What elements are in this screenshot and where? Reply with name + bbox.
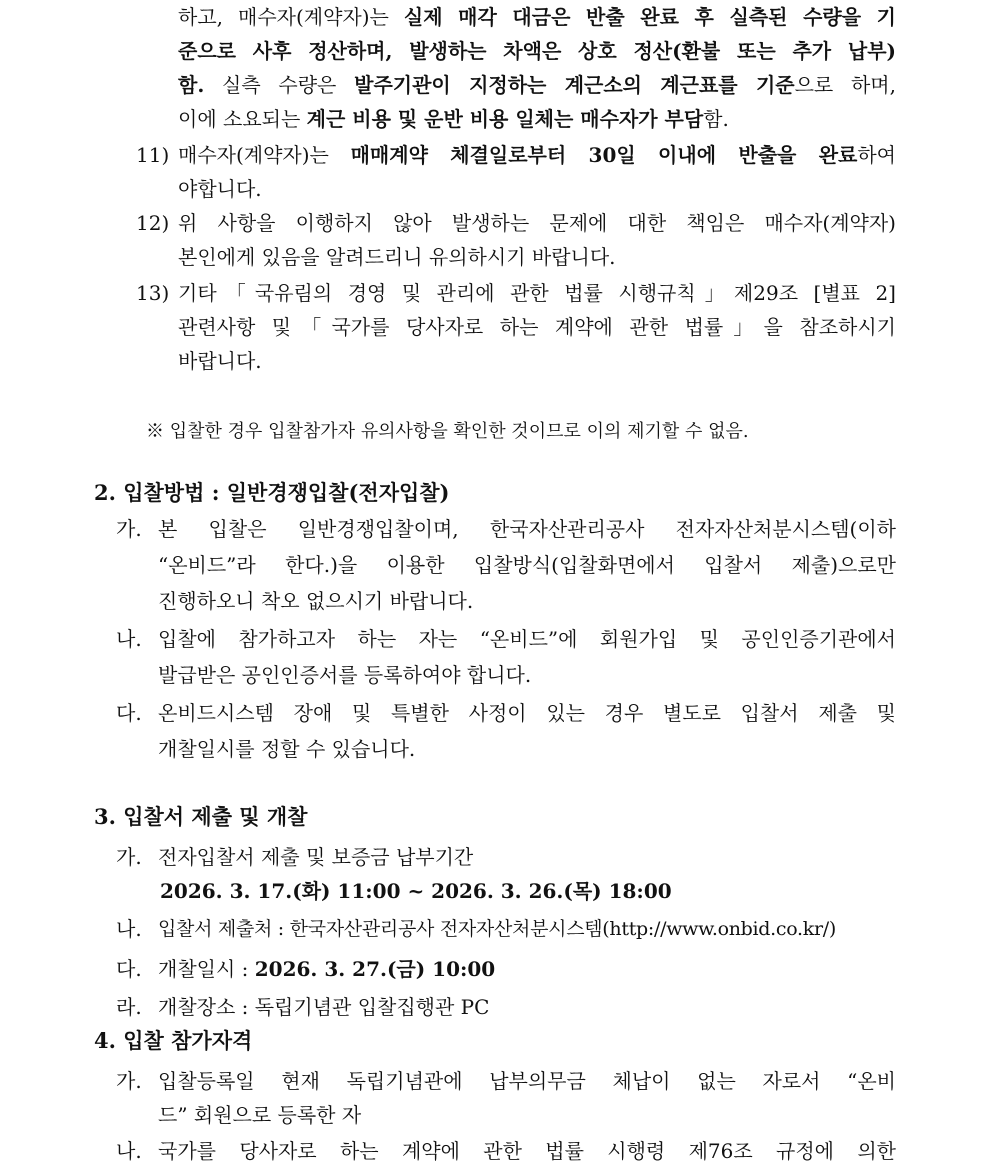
item13-line1: 기타「국유림의 경영 및 관리에 관한 법률 시행규칙」제29조 [별표 2]: [178, 281, 896, 305]
section4-ga-label: 가.: [116, 1069, 142, 1093]
section3-opening-place: 개찰장소 : 독립기념관 입찰집행관 PC: [158, 995, 490, 1019]
section4-na-label: 나.: [116, 1139, 142, 1163]
section2-na-line1: 입찰에 참가하고자 하는 자는 “온비드”에 회원가입 및 공인인증기관에서: [158, 627, 896, 651]
section3-da-label: 다.: [116, 957, 142, 981]
item12-line1: 위 사항을 이행하지 않아 발생하는 문제에 대한 책임은 매수자(계약자): [178, 211, 896, 235]
section3-opening-datetime: 개찰일시 : 2026. 3. 27.(금) 10:00: [158, 957, 496, 981]
section2-da-line1: 온비드시스템 장애 및 특별한 사정이 있는 경우 별도로 입찰서 제출 및: [158, 701, 896, 725]
item11-line2: 야합니다.: [178, 177, 262, 201]
notice: ※ 입찰한 경우 입찰참가자 유의사항을 확인한 것이므로 이의 제기할 수 없음.: [146, 421, 749, 442]
section4-ga-line1: 입찰등록일 현재 독립기념관에 납부의무금 체납이 없는 자로서 “온비: [158, 1069, 896, 1093]
section2-ga-label: 가.: [116, 517, 142, 541]
section3-heading: 3. 입찰서 제출 및 개찰: [94, 804, 308, 829]
item12-line2: 본인에게 있음을 알려드리니 유의하시기 바랍니다.: [178, 245, 616, 269]
item12-number: 12): [136, 211, 170, 235]
item11-number: 11): [136, 143, 170, 167]
section4-heading: 4. 입찰 참가자격: [94, 1028, 253, 1053]
section2-na-line2: 발급받은 공인인증서를 등록하여야 합니다.: [158, 663, 532, 687]
section3-ga-label: 가.: [116, 845, 142, 869]
section2-ga-line1: 본 입찰은 일반경쟁입찰이며, 한국자산관리공사 전자자산처분시스템(이하: [158, 517, 896, 541]
section4-na-line1: 국가를 당사자로 하는 계약에 관한 법률 시행령 제76조 규정에 의한: [158, 1139, 896, 1163]
item11-line1: 매수자(계약자)는 매매계약 체결일로부터 30일 이내에 반출을 완료하여: [178, 143, 896, 167]
section2-da-label: 다.: [116, 701, 142, 725]
item10-line2: 준으로 사후 정산하며, 발생하는 차액은 상호 정산(환불 또는 추가 납부): [178, 39, 896, 63]
section4-ga-line2: 드” 회원으로 등록한 자: [158, 1103, 362, 1127]
section3-bid-period: 2026. 3. 17.(화) 11:00 ~ 2026. 3. 26.(목) 18:00: [160, 879, 672, 903]
section3-ga-text: 전자입찰서 제출 및 보증금 납부기간: [158, 845, 474, 869]
item10-line4: 이에 소요되는 계근 비용 및 운반 비용 일체는 매수자가 부담함.: [178, 107, 729, 131]
item10-line3: 함. 실측 수량은 발주기관이 지정하는 계근소의 계근표를 기준으로 하며,: [178, 73, 896, 97]
section3-ra-label: 라.: [116, 995, 142, 1019]
section2-na-label: 나.: [116, 627, 142, 651]
section2-ga-line2: “온비드”라 한다.)을 이용한 입찰방식(입찰화면에서 입찰서 제출)으로만: [158, 553, 896, 577]
section2-heading: 2. 입찰방법 : 일반경쟁입찰(전자입찰): [94, 480, 450, 505]
item13-line2: 관련사항 및「국가를 당사자로 하는 계약에 관한 법률」을 참조하시기: [178, 315, 896, 339]
item13-line3: 바랍니다.: [178, 349, 262, 373]
section2-ga-line3: 진행하오니 착오 없으시기 바랍니다.: [158, 589, 474, 613]
section3-na-label: 나.: [116, 917, 142, 941]
item13-number: 13): [136, 281, 170, 305]
item10-line1: 하고, 매수자(계약자)는 실제 매각 대금은 반출 완료 후 실측된 수량을 기: [178, 5, 896, 29]
section3-submission-site: 입찰서 제출처 : 한국자산관리공사 전자자산처분시스템(http://www.onbid.co.kr/): [158, 918, 836, 940]
section2-da-line2: 개찰일시를 정할 수 있습니다.: [158, 737, 416, 761]
